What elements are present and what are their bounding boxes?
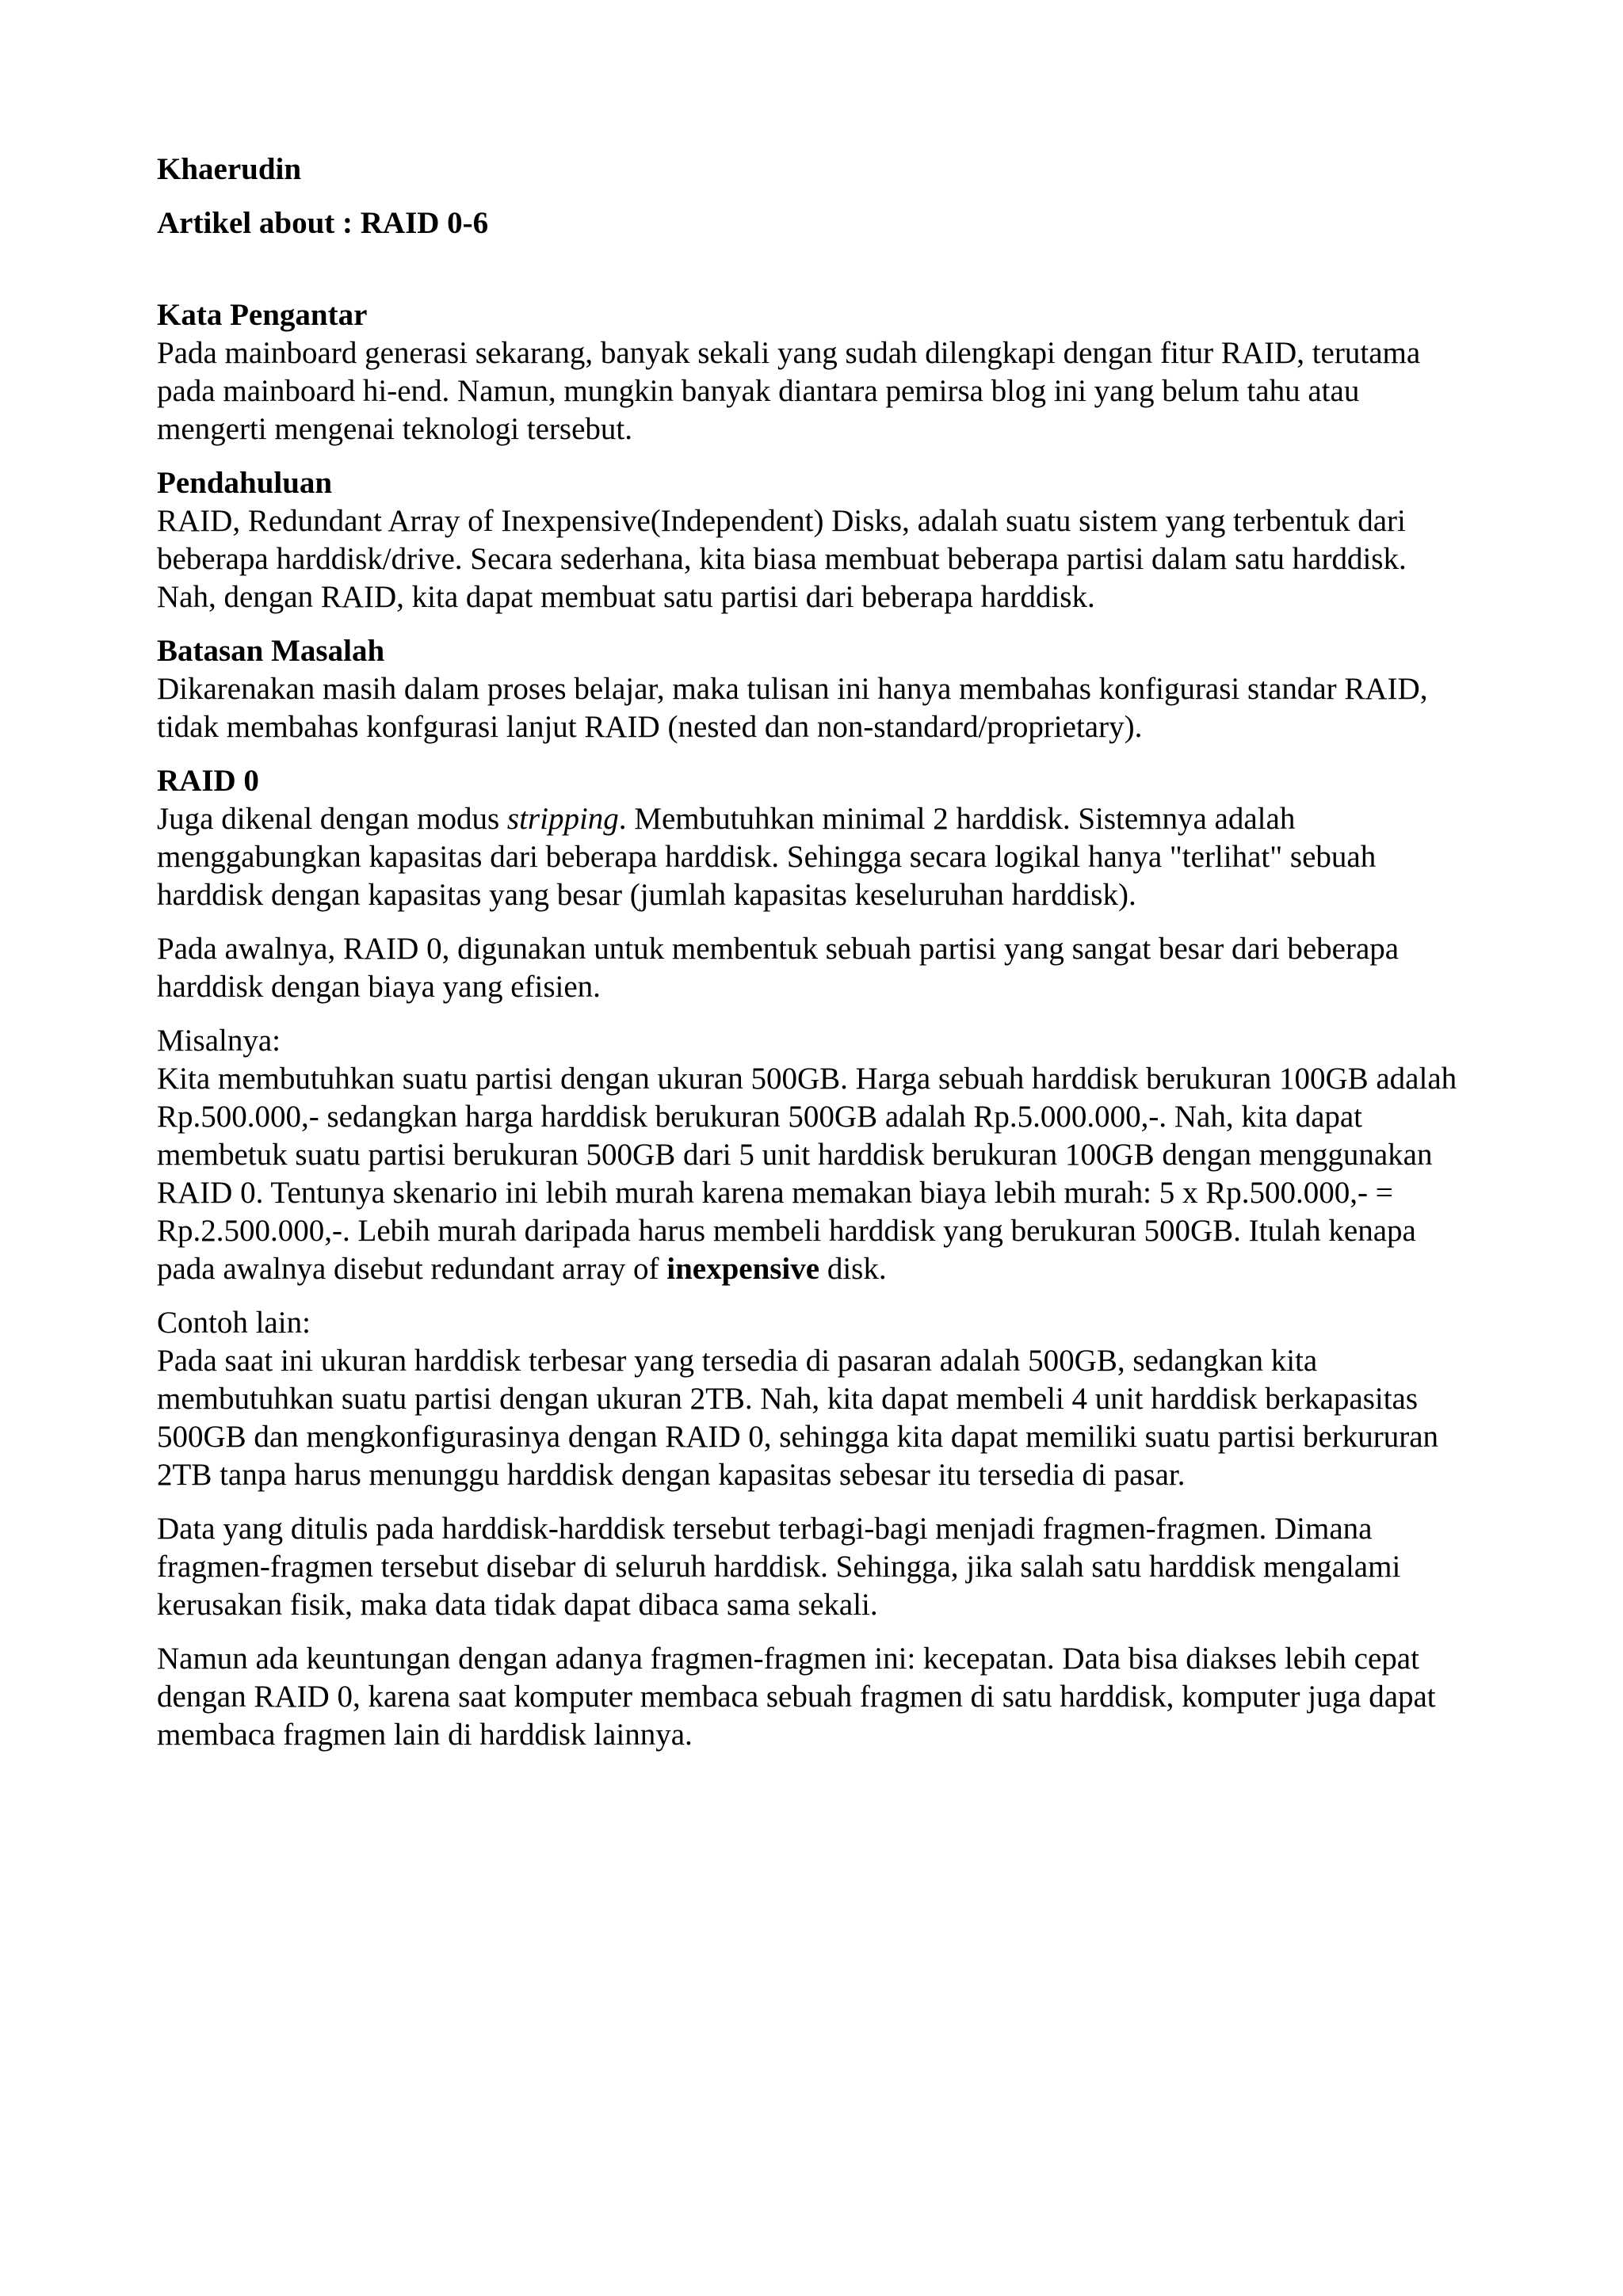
section-paragraph: RAID, Redundant Array of Inexpensive(Independent) Disks, adalah suatu sistem yang terbentuk dari beberapa harddisk/drive. Secara sederhana, kita biasa membuat beberapa partisi dalam satu harddisk. Nah, dengan RAID, kita dapat membuat satu partisi dari beberapa harddisk. (157, 504, 1407, 614)
text-run: disk. (819, 1252, 887, 1286)
article-title: Artikel about : RAID 0-6 (157, 206, 489, 240)
example-label: Misalnya: (157, 1024, 281, 1058)
section-pendahuluan (157, 464, 1472, 616)
document-page (157, 151, 1472, 1770)
raid0-paragraph: Pada awalnya, RAID 0, digunakan untuk membentuk sebuah partisi yang sangat besar dari beberapa harddisk dengan biaya yang efisien. (157, 932, 1400, 1004)
section-kata-pengantar (157, 296, 1472, 448)
text-run: . Membutuhkan minimal 2 harddisk. Sistemnya adalah menggabungkan kapasitas dari beberapa harddisk. Sehingga secara logikal hanya "terlihat" sebuah harddisk dengan kapasitas yang besar (jumlah kapasitas keseluruhan harddisk). (157, 802, 1377, 912)
section-paragraph: Dikarenakan masih dalam proses belajar, maka tulisan ini hanya membahas konfigurasi standar RAID, tidak membahas konfgurasi lanjut RAID (nested dan non-standard/proprietary). (157, 672, 1428, 744)
section-heading: Pendahuluan (157, 466, 333, 500)
section-raid0 (157, 762, 1472, 1754)
section-heading: Batasan Masalah (157, 634, 385, 668)
section-batasan-masalah (157, 632, 1472, 746)
section-heading: Kata Pengantar (157, 298, 368, 332)
raid0-example-paragraph (157, 1022, 1472, 1288)
example-label: Contoh lain: (157, 1306, 311, 1340)
raid0-paragraph: Namun ada keuntungan dengan adanya fragmen-fragmen ini: kecepatan. Data bisa diakses lebih cepat dengan RAID 0, karena saat komputer membaca sebuah fragmen di satu harddisk, komputer juga dapat membaca fragmen lain di harddisk lainnya. (157, 1642, 1436, 1752)
section-paragraph: Pada mainboard generasi sekarang, banyak sekali yang sudah dilengkapi dengan fitur RAID, terutama pada mainboard hi-end. Namun, mungkin banyak diantara pemirsa blog ini yang belum tahu atau mengerti mengenai teknologi tersebut. (157, 336, 1421, 446)
author-name: Khaerudin (157, 152, 302, 186)
raid0-paragraph: Data yang ditulis pada harddisk-harddisk tersebut terbagi-bagi menjadi fragmen-fragmen. Dimana fragmen-fragmen tersebut disebar di seluruh harddisk. Sehingga, jika salah satu harddisk mengalami kerusakan fisik, maka data tidak dapat dibaca sama sekali. (157, 1512, 1401, 1622)
bold-term: inexpensive (666, 1252, 820, 1286)
text-run: Kita membutuhkan suatu partisi dengan ukuran 500GB. Harga sebuah harddisk berukuran 100GB adalah Rp.500.000,- sedangkan harga harddisk berukuran 500GB adalah Rp.5.000.000,-. Nah, kita dapat membetuk suatu partisi berukuran 500GB dari 5 unit harddisk berukuran 100GB dengan menggunakan RAID 0. Tentunya skenario ini lebih murah karena memakan biaya lebih murah: 5 x Rp.500.000,- = Rp.2.500.000,-. Lebih murah daripada harus membeli harddisk yang berukuran 500GB. Itulah kenapa pada awalnya disebut redundant array of (157, 1062, 1457, 1286)
raid0-example-paragraph (157, 1304, 1472, 1494)
text-run: Juga dikenal dengan modus (157, 802, 507, 836)
italic-term: stripping (506, 802, 619, 836)
raid0-intro-paragraph (157, 800, 1472, 914)
section-heading: RAID 0 (157, 764, 259, 798)
text-run: Pada saat ini ukuran harddisk terbesar yang tersedia di pasaran adalah 500GB, sedangkan kita membutuhkan suatu partisi dengan ukuran 2TB. Nah, kita dapat membeli 4 unit harddisk berkapasitas 500GB dan mengkonfigurasinya dengan RAID 0, sehingga kita dapat memiliki suatu partisi berkururan 2TB tanpa harus menunggu harddisk dengan kapasitas sebesar itu tersedia di pasar. (157, 1344, 1439, 1492)
